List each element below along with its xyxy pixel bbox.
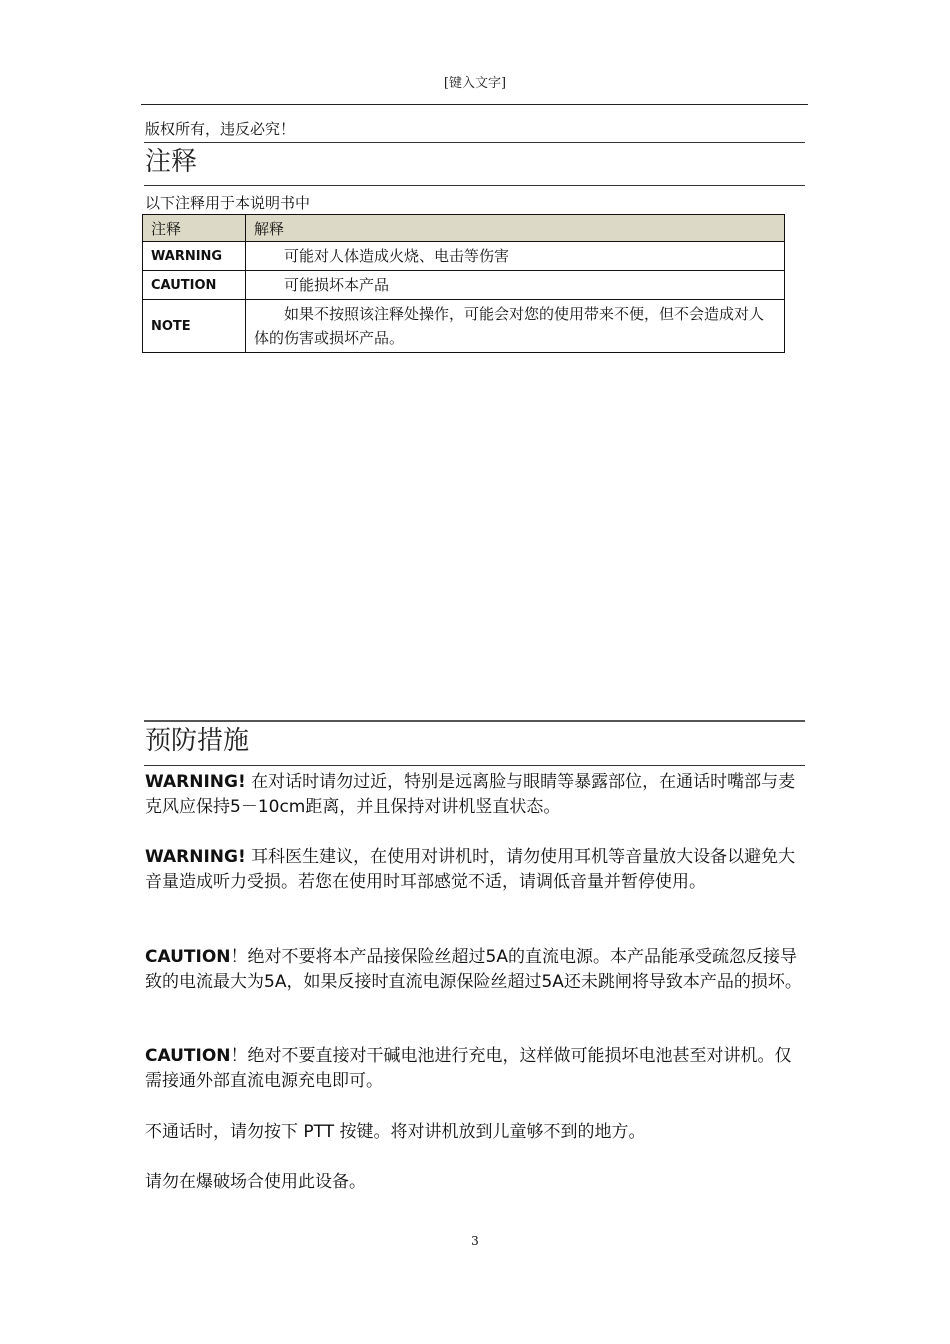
- table-row: [143, 242, 785, 271]
- note-value: 可能损坏本产品: [246, 271, 785, 300]
- table-header-cell: 解释: [246, 215, 785, 242]
- page-number: 3: [471, 1234, 479, 1248]
- precaution-label: WARNING!: [145, 847, 246, 867]
- precautions-section-title: 预防措施: [145, 726, 250, 756]
- precaution-paragraph: [145, 770, 807, 820]
- section-rule-bottom: [144, 185, 805, 186]
- header-divider: [141, 104, 808, 105]
- precaution-paragraph: [145, 1044, 807, 1094]
- note-key: WARNING: [143, 242, 246, 271]
- table-row: [143, 300, 785, 353]
- copyright-notice: 版权所有，违反必究！: [145, 120, 296, 138]
- precaution-text: 请勿在爆破场合使用此设备。: [145, 1172, 366, 1192]
- notes-table: [142, 214, 785, 353]
- precaution-text: 不通话时，请勿按下 PTT 按键。将对讲机放到儿童够不到的地方。: [145, 1122, 646, 1142]
- note-key: CAUTION: [143, 271, 246, 300]
- precaution-paragraph: [145, 1170, 807, 1195]
- precaution-label: CAUTION: [145, 1046, 231, 1066]
- precaution-paragraph: [145, 1120, 807, 1145]
- precaution-text: 耳科医生建议，在使用对讲机时，请勿使用耳机等音量放大设备以避免大音量造成听力受损。若您在使用时耳部感觉不适，请调低音量并暂停使用。: [145, 847, 796, 892]
- precaution-paragraph: [145, 845, 807, 895]
- notes-section-title: 注释: [145, 147, 198, 177]
- section-rule-top: [144, 142, 805, 143]
- precaution-label: CAUTION: [145, 947, 231, 967]
- table-row: [143, 271, 785, 300]
- notes-intro: 以下注释用于本说明书中: [145, 194, 311, 212]
- note-value: 如果不按照该注释处操作，可能会对您的使用带来不便，但不会造成对人体的伤害或损坏产品。: [246, 300, 785, 353]
- note-key: NOTE: [143, 300, 246, 353]
- page-header: [键入文字]: [443, 76, 507, 91]
- table-header-cell: 注释: [143, 215, 246, 242]
- precaution-text: ！绝对不要直接对干碱电池进行充电，这样做可能损坏电池甚至对讲机。仅需接通外部直流电源充电即可。: [145, 1046, 792, 1091]
- precaution-text: 在对话时请勿过近，特别是远离脸与眼睛等暴露部位，在通话时嘴部与麦克风应保持5－10cm距离，并且保持对讲机竖直状态。: [145, 772, 796, 817]
- note-value: 可能对人体造成火烧、电击等伤害: [246, 242, 785, 271]
- table-header-row: [143, 215, 785, 242]
- precaution-paragraph: [145, 945, 807, 995]
- precaution-text: ！绝对不要将本产品接保险丝超过5A的直流电源。本产品能承受疏忽反接导致的电流最大为5A，如果反接时直流电源保险丝超过5A还未跳闸将导致本产品的损坏。: [145, 947, 802, 992]
- section-rule-bottom: [144, 765, 805, 766]
- precaution-label: WARNING!: [145, 772, 246, 792]
